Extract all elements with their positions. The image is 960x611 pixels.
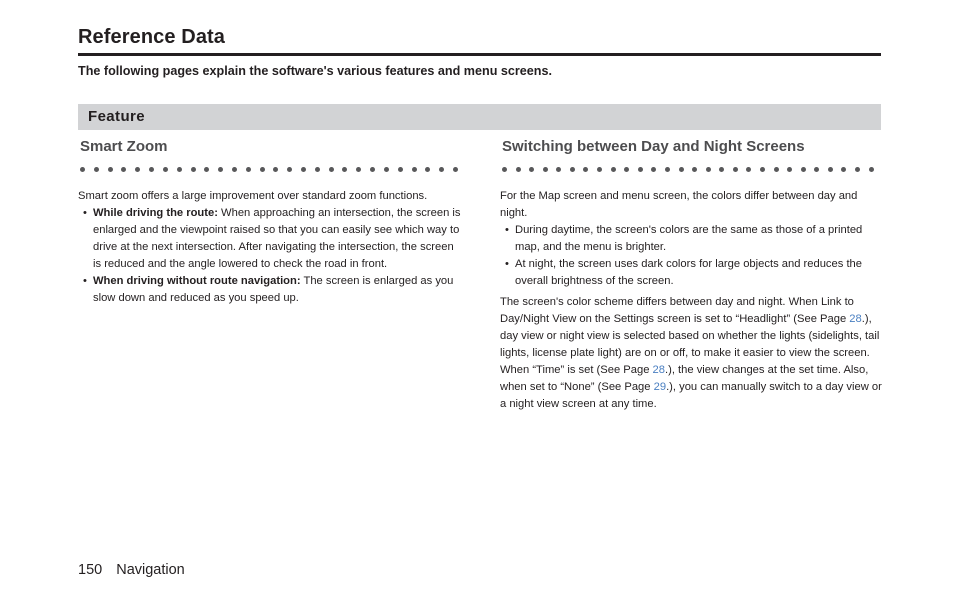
bullet-mark: •	[83, 275, 87, 287]
bullet-mark: •	[83, 207, 87, 219]
page-intro: The following pages explain the software's various features and menu screens.	[78, 64, 552, 78]
page-number: 150	[78, 562, 103, 578]
divider-dot	[287, 167, 292, 172]
divider-dot	[651, 167, 656, 172]
divider-dot	[177, 167, 182, 172]
divider-dot	[801, 167, 806, 172]
divider-dot	[315, 167, 320, 172]
divider-dot	[502, 167, 507, 172]
divider-dot	[638, 167, 643, 172]
day-night-heading: Switching between Day and Night Screens	[502, 138, 805, 155]
dot-divider	[80, 167, 458, 175]
divider-dot	[356, 167, 361, 172]
divider-dot	[570, 167, 575, 172]
divider-dot	[841, 167, 846, 172]
divider-dot	[163, 167, 168, 172]
divider-dot	[425, 167, 430, 172]
day-night-column	[500, 138, 882, 413]
list-item	[78, 273, 464, 307]
divider-dot	[191, 167, 196, 172]
bullet-mark: •	[505, 224, 509, 236]
divider-dot	[218, 167, 223, 172]
divider-dot	[370, 167, 375, 172]
divider-dot	[301, 167, 306, 172]
divider-dot	[398, 167, 403, 172]
divider-dot	[733, 167, 738, 172]
divider-dot	[204, 167, 209, 172]
page-reference-link[interactable]: 28	[849, 313, 862, 325]
bullet-mark: •	[505, 258, 509, 270]
divider-dot	[665, 167, 670, 172]
divider-dot	[260, 167, 265, 172]
divider-dot	[543, 167, 548, 172]
divider-dot	[746, 167, 751, 172]
divider-dot	[412, 167, 417, 172]
bullet-text: The screen is enlarged as you slow down and reduced as you speed up.	[93, 275, 454, 304]
paragraph-text: .), the view changes at the set time. Also, when set to “None” (See Page	[500, 364, 869, 393]
divider-dot	[787, 167, 792, 172]
page-title: Reference Data	[78, 26, 226, 48]
divider-dot	[439, 167, 444, 172]
bullet-text: At night, the screen uses dark colors for large objects and reduces the overall brightness of the screen.	[515, 258, 863, 287]
dot-divider	[502, 167, 874, 175]
list-item	[500, 256, 882, 290]
divider-dot	[774, 167, 779, 172]
divider-dot	[108, 167, 113, 172]
divider-dot	[246, 167, 251, 172]
divider-dot	[855, 167, 860, 172]
list-item	[500, 222, 882, 256]
bullet-text: When approaching an intersection, the screen is enlarged and the viewpoint raised so that you can easily see which way to drive at the next intersection. After navigating the intersection, the screen is reduced and the angle lowered to check the road in front.	[93, 207, 461, 270]
divider-dot	[760, 167, 765, 172]
smart-zoom-intro: Smart zoom offers a large improvement over standard zoom functions.	[78, 190, 428, 202]
day-night-intro: For the Map screen and menu screen, the colors differ between day and night.	[500, 190, 858, 219]
divider-dot	[624, 167, 629, 172]
divider-dot	[273, 167, 278, 172]
title-rule	[78, 53, 881, 56]
paragraph-text: The screen's color scheme differs between day and night. When Link to Day/Night View on the Settings screen is set to “Headlight” (See Page	[500, 296, 854, 325]
divider-dot	[869, 167, 874, 172]
divider-dot	[149, 167, 154, 172]
divider-dot	[679, 167, 684, 172]
divider-dot	[692, 167, 697, 172]
bullet-label: When driving without route navigation:	[93, 275, 301, 287]
divider-dot	[597, 167, 602, 172]
bullet-label: While driving the route:	[93, 207, 218, 219]
page-reference-link[interactable]: 29	[653, 381, 667, 393]
divider-dot	[719, 167, 724, 172]
divider-dot	[135, 167, 140, 172]
smart-zoom-heading: Smart Zoom	[80, 138, 168, 155]
divider-dot	[453, 167, 458, 172]
divider-dot	[516, 167, 521, 172]
divider-dot	[556, 167, 561, 172]
smart-zoom-column	[78, 138, 464, 307]
divider-dot	[828, 167, 833, 172]
divider-dot	[814, 167, 819, 172]
divider-dot	[329, 167, 334, 172]
paragraph-text: .), you can manually switch to a day view or a night view screen at any time.	[500, 381, 882, 410]
page-footer	[78, 562, 185, 578]
page-reference-link[interactable]: 28	[652, 364, 665, 376]
divider-dot	[583, 167, 588, 172]
day-night-body	[500, 188, 882, 413]
color-scheme-paragraph	[500, 294, 882, 413]
section-title: Feature	[88, 108, 145, 125]
bullet-text: During daytime, the screen's colors are the same as those of a printed map, and the menu is brighter.	[515, 224, 863, 253]
divider-dot	[121, 167, 126, 172]
smart-zoom-body	[78, 188, 464, 307]
divider-dot	[232, 167, 237, 172]
divider-dot	[342, 167, 347, 172]
divider-dot	[94, 167, 99, 172]
list-item	[78, 205, 464, 273]
divider-dot	[706, 167, 711, 172]
section-band	[78, 104, 881, 130]
paragraph-text: .), day view or night view is selected based on whether the lights (sidelights, tail lights, license plate light) are on or off, to make it easier to view the screen. When “Time” is set (See Page	[500, 313, 880, 376]
divider-dot	[80, 167, 85, 172]
divider-dot	[611, 167, 616, 172]
footer-section-name: Navigation	[116, 562, 185, 578]
divider-dot	[529, 167, 534, 172]
divider-dot	[384, 167, 389, 172]
